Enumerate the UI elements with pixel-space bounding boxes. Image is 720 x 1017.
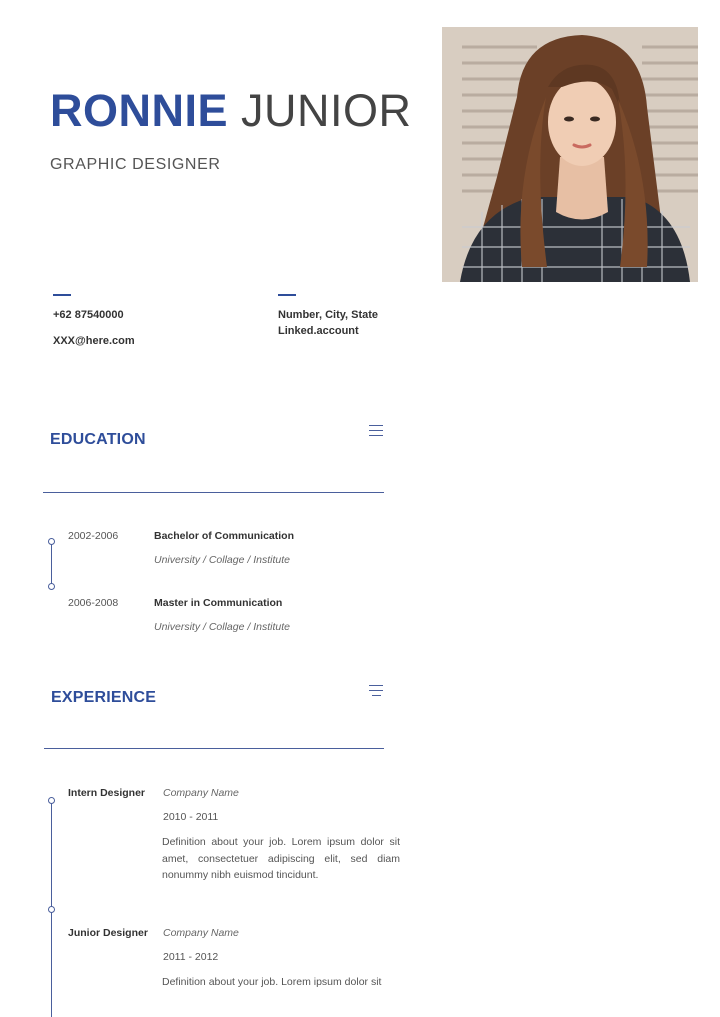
contact-divider-right [278, 294, 296, 296]
education-years: 2002-2006 [68, 530, 119, 542]
first-name: RONNIE [50, 85, 229, 136]
address: Number, City, State [278, 309, 379, 321]
last-name: JUNIOR [241, 85, 412, 136]
education-degree: Master in Communication [154, 597, 283, 609]
experience-description: Definition about your job. Lorem ipsum dolor sit amet, consectetuer adipiscing elit, sed diam nonummy nibh euismod tincidunt. [162, 836, 400, 881]
experience-role: Intern Designer [68, 787, 146, 799]
education-degree: Bachelor of Communication [154, 530, 295, 542]
experience-period: 2011 - 2012 [163, 951, 219, 963]
education-school: University / Collage / Institute [154, 621, 290, 633]
experience-description: Definition about your job. Lorem ipsum dolor sit [162, 976, 382, 988]
profile-photo [442, 27, 698, 282]
education-timeline [51, 541, 52, 586]
timeline-dot [48, 906, 55, 913]
experience-company: Company Name [163, 927, 239, 939]
menu-lines-icon [369, 685, 383, 700]
timeline-dot [48, 797, 55, 804]
timeline-dot [48, 538, 55, 545]
contact-divider-left [53, 294, 71, 296]
experience-divider [44, 748, 384, 749]
experience-company: Company Name [163, 787, 239, 799]
email-address: XXX@here.com [53, 335, 135, 347]
phone-number: +62 87540000 [53, 309, 124, 321]
experience-role: Junior Designer [68, 927, 148, 939]
experience-period: 2010 - 2011 [163, 811, 219, 823]
candidate-name [50, 84, 412, 138]
job-title: GRAPHIC DESIGNER [50, 156, 221, 173]
education-school: University / Collage / Institute [154, 554, 290, 566]
linkedin-account: Linked.account [278, 325, 359, 337]
education-divider [43, 492, 384, 493]
education-heading: EDUCATION [50, 431, 146, 448]
timeline-dot [48, 583, 55, 590]
menu-lines-icon [369, 425, 383, 440]
experience-heading: EXPERIENCE [51, 689, 157, 706]
education-years: 2006-2008 [68, 597, 119, 609]
